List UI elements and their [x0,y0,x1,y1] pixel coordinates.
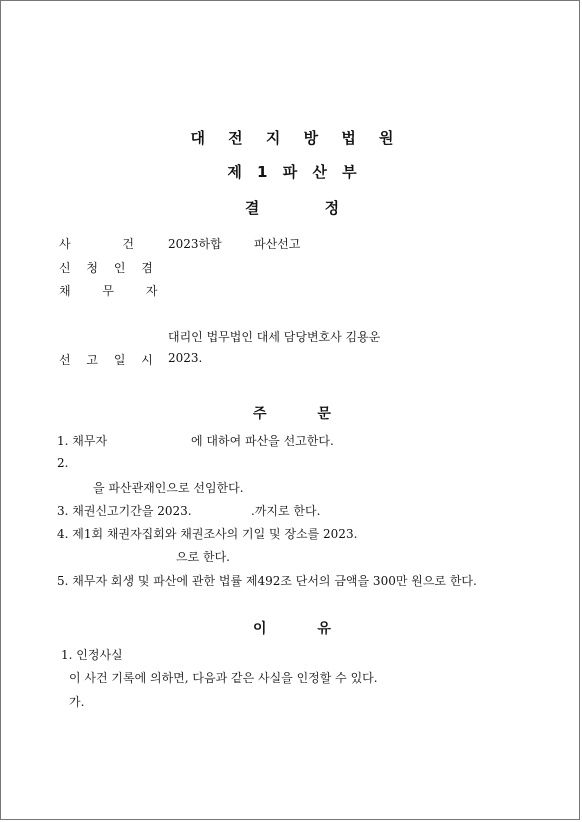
order-item-2: 2. [57,456,69,470]
reason-sentence: 이 사건 기록에 의하면, 다음과 같은 사실을 인정할 수 있다. [69,671,378,685]
applicant-label: 신 청 인 겸 [59,261,159,275]
order-heading: 주 문 [253,406,331,422]
order-item-1: 1. 채무자 [57,434,108,448]
court-name: 대 전 지 방 법 원 [190,129,403,147]
reason-sub-a: 가. [69,695,85,709]
case-name: 파산선고 [254,237,301,251]
order-item-5: 5. 채무자 회생 및 파산에 관한 법률 제492조 단서의 금액을 300만 원으로 한다. [57,574,477,588]
order-item-4-cont: 으로 한다. [176,550,230,564]
order-item-4: 4. 제1회 채권자집회와 채권조사의 기일 및 장소를 2023. [57,527,358,541]
order-item-2-cont: 을 파산관재인으로 선임한다. [93,481,244,495]
reason-heading: 이 유 [253,621,331,637]
date-label: 선 고 일 시 [59,353,159,367]
reason-section-1: 1. 인정사실 [61,648,123,662]
document-page: 대 전 지 방 법 원 제 1 파 산 부 결 정 사 건 2023하합 파산선고 신 청 인 겸 채 무 자 대리인 법무법인 대세 담당변호사 김용운 선 고 일 시 2023. 주 문 1. 채무자 에 대하여 파산을 선고한다. 2. 을 파산관재인으로 선임한다. 3. 채권신고기간을 2023. .까지로 한다. 4. 제1회 채권자집회와 채권조사의 기일 및 장소를 2023. 으로 한다. 5. 채무자 회생 및 파산에 관한 법률 제492조 단서의 금액을 300만 원으로 한다. 이 유 1. 인정사실 이 사건 기록에 의하면, 다음과 같은 사실을 인정할 수 있다. 가. [0,0,580,820]
date-value: 2023. [168,351,203,365]
division-name: 제 1 파 산 부 [227,163,362,181]
attorney-line: 대리인 법무법인 대세 담당변호사 김용운 [168,330,381,344]
case-number: 2023하합 [168,237,222,251]
document-type: 결 정 [244,199,340,217]
debtor-label: 채 무 자 [59,284,172,298]
order-item-1-tail: 에 대하여 파산을 선고한다. [191,434,334,448]
order-item-3-tail: .까지로 한다. [251,504,321,518]
order-item-3: 3. 채권신고기간을 2023. [57,504,192,518]
